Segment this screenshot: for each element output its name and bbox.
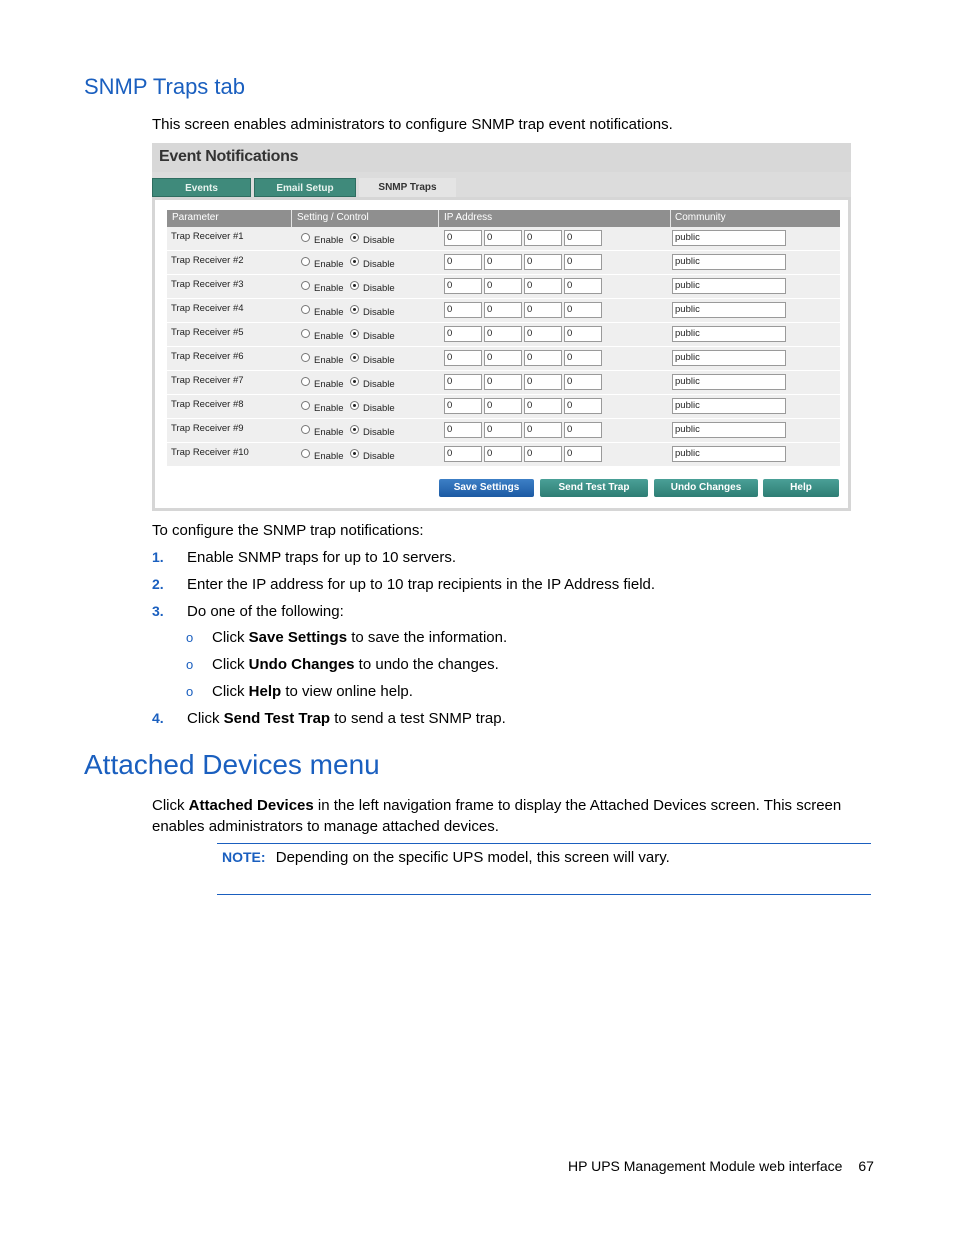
list-item <box>152 601 344 622</box>
disable-label: Disable <box>363 427 395 438</box>
ip-octet-input[interactable]: 0 <box>484 422 522 438</box>
table-row <box>167 443 840 467</box>
section-title: SNMP Traps tab <box>84 74 245 99</box>
substep-bold: Save Settings <box>248 629 348 646</box>
para-line2: enables administrators to manage attached devices. <box>152 818 499 835</box>
list-item <box>152 708 506 729</box>
receiver-label: Trap Receiver #6 <box>171 351 244 362</box>
receiver-label: Trap Receiver #4 <box>171 303 244 314</box>
snmp-panel <box>152 197 851 511</box>
ip-octet-input[interactable]: 0 <box>524 326 562 342</box>
enable-label: Enable <box>314 427 344 438</box>
ip-octet-input[interactable]: 0 <box>524 278 562 294</box>
table-row <box>167 395 840 419</box>
community-input[interactable]: public <box>672 302 786 318</box>
receiver-label: Trap Receiver #3 <box>171 279 244 290</box>
ip-octet-input[interactable]: 0 <box>484 446 522 462</box>
disable-radio[interactable] <box>350 353 359 362</box>
ip-octet-input[interactable]: 0 <box>484 398 522 414</box>
header-divider <box>670 210 671 227</box>
para-pre: Click <box>152 797 189 814</box>
receiver-label: Trap Receiver #8 <box>171 399 244 410</box>
list-item <box>186 654 499 675</box>
enable-radio[interactable] <box>301 257 310 266</box>
substep-pre: Click <box>212 683 249 700</box>
ip-octet-input[interactable]: 0 <box>524 254 562 270</box>
ip-octet-input[interactable]: 0 <box>524 374 562 390</box>
community-input[interactable]: public <box>672 326 786 342</box>
disable-label: Disable <box>363 403 395 414</box>
table-row <box>167 371 840 395</box>
community-input[interactable]: public <box>672 350 786 366</box>
table-row <box>167 419 840 443</box>
disable-radio[interactable] <box>350 377 359 386</box>
ip-octet-input[interactable]: 0 <box>444 302 482 318</box>
substep-pre: Click <box>212 656 249 673</box>
ip-octet-input[interactable]: 0 <box>564 398 602 414</box>
substep-post: to view online help. <box>281 683 413 700</box>
enable-label: Enable <box>314 355 344 366</box>
enable-label: Enable <box>314 235 344 246</box>
community-input[interactable]: public <box>672 230 786 246</box>
ip-octet-input[interactable]: 0 <box>564 326 602 342</box>
enable-radio[interactable] <box>301 425 310 434</box>
page-number: 67 <box>858 1158 874 1174</box>
ip-octet-input[interactable]: 0 <box>444 278 482 294</box>
disable-radio[interactable] <box>350 401 359 410</box>
attached-devices-paragraph <box>152 795 852 837</box>
ip-octet-input[interactable]: 0 <box>524 398 562 414</box>
enable-radio[interactable] <box>301 449 310 458</box>
note-label: NOTE: <box>222 849 266 865</box>
list-item <box>186 681 413 702</box>
para-bold: Attached Devices <box>188 797 314 814</box>
disable-radio[interactable] <box>350 305 359 314</box>
step-text: Do one of the following: <box>187 603 344 620</box>
enable-radio[interactable] <box>301 233 310 242</box>
ip-octet-input[interactable]: 0 <box>444 398 482 414</box>
list-item <box>152 547 457 568</box>
table-header <box>167 210 840 227</box>
enable-radio[interactable] <box>301 401 310 410</box>
receiver-label: Trap Receiver #7 <box>171 375 244 386</box>
disable-label: Disable <box>363 355 395 366</box>
enable-radio[interactable] <box>301 329 310 338</box>
table-row <box>167 299 840 323</box>
step-number: 1. <box>152 549 164 565</box>
community-input[interactable]: public <box>672 398 786 414</box>
receiver-label: Trap Receiver #9 <box>171 423 244 434</box>
enable-radio[interactable] <box>301 353 310 362</box>
table-row <box>167 251 840 275</box>
table-row <box>167 227 840 251</box>
table-row <box>167 275 840 299</box>
receiver-label: Trap Receiver #5 <box>171 327 244 338</box>
step-text: Enter the IP address for up to 10 trap recipients in the IP Address field. <box>187 576 656 593</box>
step-bold: Send Test Trap <box>223 710 331 727</box>
community-input[interactable]: public <box>672 278 786 294</box>
undo-changes-button[interactable]: Undo Changes <box>654 479 758 497</box>
receiver-label: Trap Receiver #2 <box>171 255 244 266</box>
col-ip-address: IP Address <box>444 212 493 223</box>
bullet: o <box>186 684 194 699</box>
ip-octet-input[interactable]: 0 <box>484 230 522 246</box>
ip-octet-input[interactable]: 0 <box>444 422 482 438</box>
header-divider <box>438 210 439 227</box>
ip-octet-input[interactable]: 0 <box>524 350 562 366</box>
disable-radio[interactable] <box>350 257 359 266</box>
intro-text: This screen enables administrators to configure SNMP trap event notifications. <box>152 116 673 133</box>
disable-radio[interactable] <box>350 449 359 458</box>
ip-octet-input[interactable]: 0 <box>564 350 602 366</box>
receiver-label: Trap Receiver #1 <box>171 231 244 242</box>
community-input[interactable]: public <box>672 254 786 270</box>
step-pre: Click <box>187 710 224 727</box>
disable-label: Disable <box>363 283 395 294</box>
ip-octet-input[interactable]: 0 <box>484 350 522 366</box>
ip-octet-input[interactable]: 0 <box>484 254 522 270</box>
help-button[interactable]: Help <box>763 479 839 497</box>
col-community: Community <box>675 212 726 223</box>
enable-radio[interactable] <box>301 281 310 290</box>
substep-bold: Help <box>248 683 282 700</box>
ip-octet-input[interactable]: 0 <box>484 278 522 294</box>
substep-post: to save the information. <box>347 629 508 646</box>
substep-post: to undo the changes. <box>354 656 499 673</box>
tab-events[interactable]: Events <box>152 178 251 197</box>
ip-octet-input[interactable]: 0 <box>564 446 602 462</box>
disable-radio[interactable] <box>350 281 359 290</box>
step-number: 3. <box>152 603 164 619</box>
list-item <box>152 574 656 595</box>
ip-octet-input[interactable]: 0 <box>564 374 602 390</box>
event-notifications-screenshot <box>152 143 851 511</box>
enable-label: Enable <box>314 379 344 390</box>
disable-radio[interactable] <box>350 233 359 242</box>
disable-radio[interactable] <box>350 425 359 434</box>
disable-label: Disable <box>363 331 395 342</box>
step-post: to send a test SNMP trap. <box>330 710 506 727</box>
ip-octet-input[interactable]: 0 <box>524 302 562 318</box>
enable-label: Enable <box>314 403 344 414</box>
step-number: 2. <box>152 576 164 592</box>
ip-octet-input[interactable]: 0 <box>484 374 522 390</box>
configure-intro: To configure the SNMP trap notifications: <box>152 522 424 539</box>
tab-email-setup[interactable]: Email Setup <box>254 178 356 197</box>
ip-octet-input[interactable]: 0 <box>564 230 602 246</box>
ip-octet-input[interactable]: 0 <box>564 278 602 294</box>
disable-label: Disable <box>363 307 395 318</box>
attached-devices-title: Attached Devices menu <box>84 749 380 780</box>
bullet: o <box>186 657 194 672</box>
enable-radio[interactable] <box>301 377 310 386</box>
para-post: in the left navigation frame to display the Attached Devices screen. This screen <box>313 797 842 814</box>
enable-label: Enable <box>314 331 344 342</box>
ip-octet-input[interactable]: 0 <box>484 302 522 318</box>
enable-label: Enable <box>314 283 344 294</box>
enable-label: Enable <box>314 451 344 462</box>
disable-label: Disable <box>363 379 395 390</box>
enable-label: Enable <box>314 259 344 270</box>
page-footer <box>568 1158 874 1174</box>
screenshot-title: Event Notifications <box>159 148 299 165</box>
disable-label: Disable <box>363 451 395 462</box>
disable-radio[interactable] <box>350 329 359 338</box>
ip-octet-input[interactable]: 0 <box>524 446 562 462</box>
ip-octet-input[interactable]: 0 <box>484 326 522 342</box>
note <box>222 847 670 868</box>
table-row <box>167 347 840 371</box>
ip-octet-input[interactable]: 0 <box>444 230 482 246</box>
ip-octet-input[interactable]: 0 <box>524 422 562 438</box>
enable-label: Enable <box>314 307 344 318</box>
note-top-rule <box>217 843 871 844</box>
note-text: Depending on the specific UPS model, this screen will vary. <box>275 849 670 866</box>
receiver-label: Trap Receiver #10 <box>171 447 249 458</box>
ip-octet-input[interactable]: 0 <box>444 374 482 390</box>
ip-octet-input[interactable]: 0 <box>444 350 482 366</box>
enable-radio[interactable] <box>301 305 310 314</box>
community-input[interactable]: public <box>672 422 786 438</box>
send-test-trap-button[interactable]: Send Test Trap <box>540 479 648 497</box>
bullet: o <box>186 630 194 645</box>
tab-snmp-traps[interactable]: SNMP Traps <box>359 178 456 197</box>
footer-text: HP UPS Management Module web interface <box>568 1158 843 1174</box>
table-row <box>167 323 840 347</box>
substep-bold: Undo Changes <box>248 656 355 673</box>
ip-octet-input[interactable]: 0 <box>564 254 602 270</box>
community-input[interactable]: public <box>672 374 786 390</box>
ip-octet-input[interactable]: 0 <box>444 254 482 270</box>
col-setting: Setting / Control <box>297 212 369 223</box>
ip-octet-input[interactable]: 0 <box>444 326 482 342</box>
note-bottom-rule <box>217 894 871 895</box>
ip-octet-input[interactable]: 0 <box>444 446 482 462</box>
list-item <box>186 627 508 648</box>
ip-octet-input[interactable]: 0 <box>564 422 602 438</box>
col-parameter: Parameter <box>172 212 219 223</box>
community-input[interactable]: public <box>672 446 786 462</box>
save-settings-button[interactable]: Save Settings <box>439 479 534 497</box>
substep-pre: Click <box>212 629 249 646</box>
ip-octet-input[interactable]: 0 <box>564 302 602 318</box>
step-text: Enable SNMP traps for up to 10 servers. <box>187 549 457 566</box>
header-divider <box>291 210 292 227</box>
disable-label: Disable <box>363 259 395 270</box>
disable-label: Disable <box>363 235 395 246</box>
ip-octet-input[interactable]: 0 <box>524 230 562 246</box>
screenshot-title-bar <box>152 143 851 172</box>
step-number: 4. <box>152 710 164 726</box>
